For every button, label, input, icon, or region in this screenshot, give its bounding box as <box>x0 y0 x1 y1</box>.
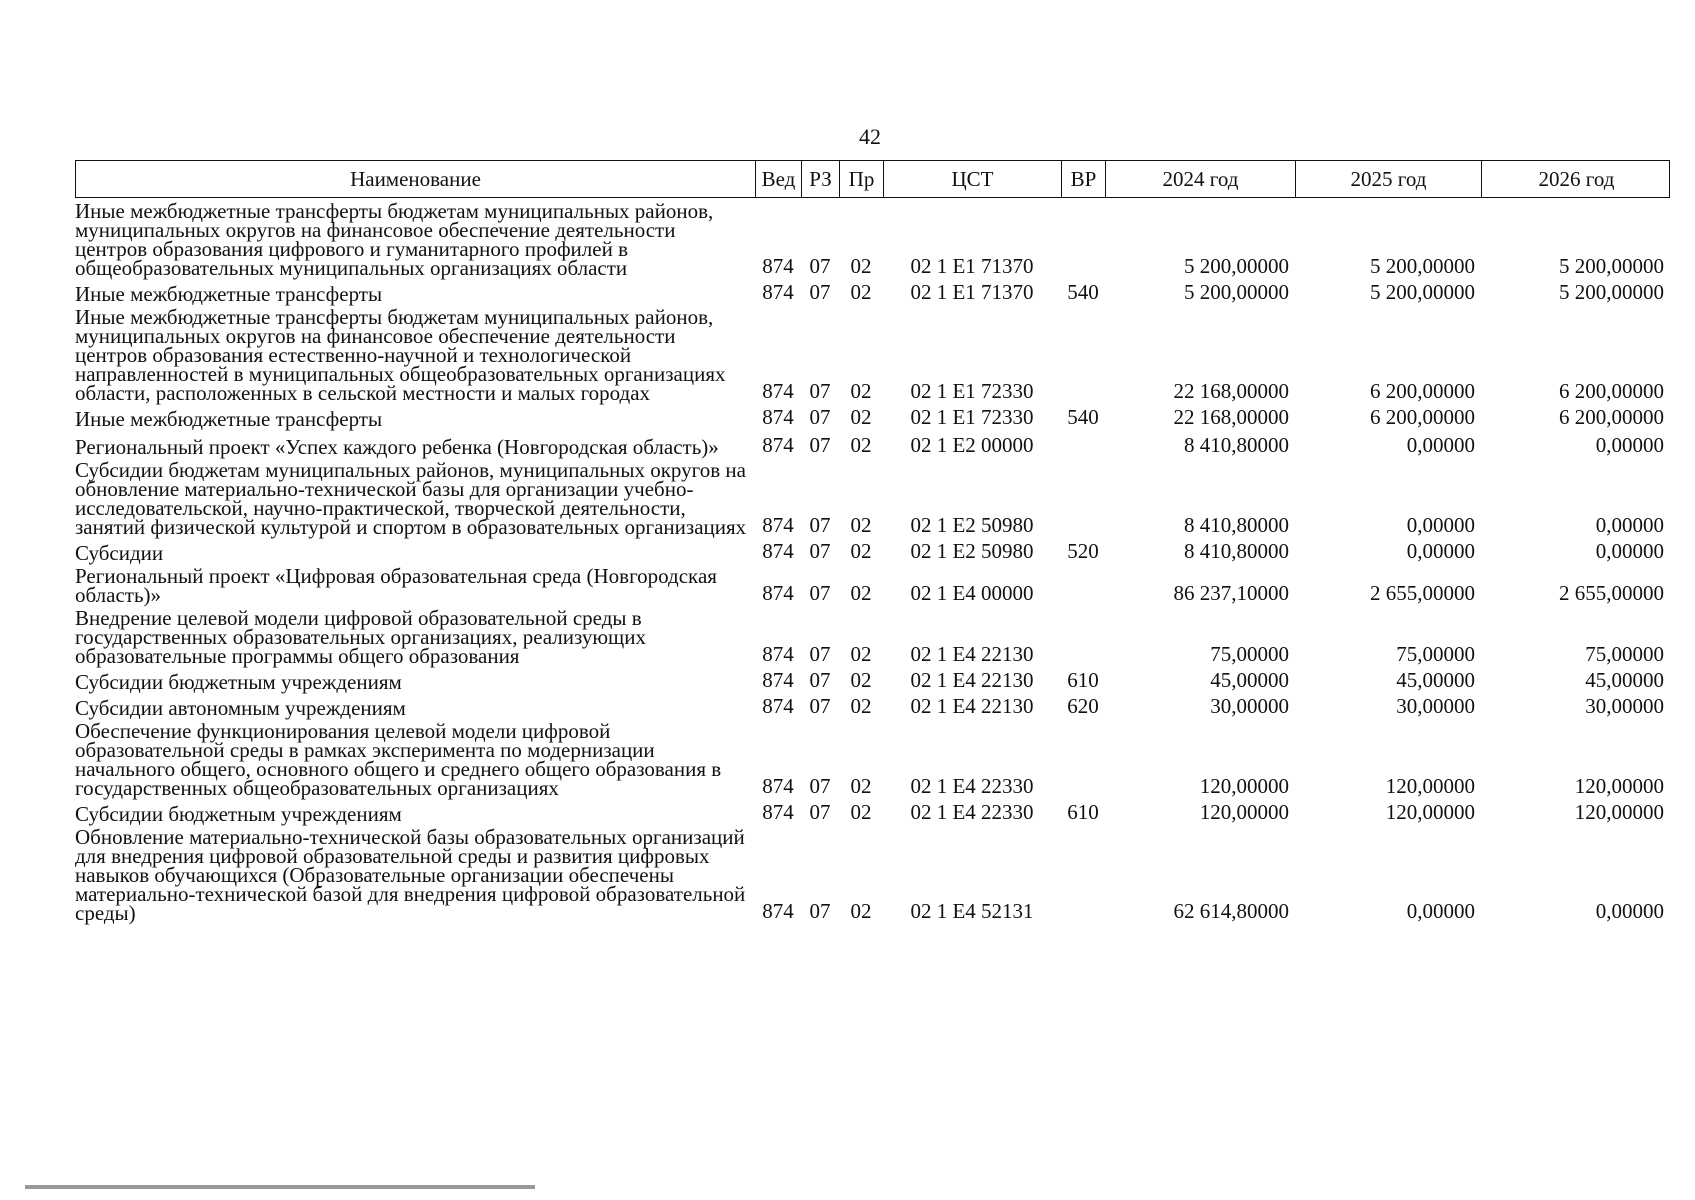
cell-y2025: 5 200,00000 <box>1370 280 1475 304</box>
cell-pr: 02 <box>850 254 872 278</box>
cell-y2024: 62 614,80000 <box>1173 899 1289 923</box>
cell-y2026: 5 200,00000 <box>1559 254 1664 278</box>
cell-rz: 07 <box>809 800 831 824</box>
cell-y2024: 5 200,00000 <box>1184 254 1289 278</box>
cell-cst: 02 1 E4 00000 <box>910 581 1034 605</box>
cell-cst: 02 1 E4 22130 <box>910 642 1034 666</box>
cell-vr: 540 <box>1067 405 1099 429</box>
cell-rz: 07 <box>809 379 831 403</box>
table-row <box>75 800 1670 824</box>
header-vr: ВР <box>1062 161 1106 197</box>
cell-ved: 874 <box>762 433 794 457</box>
cell-cst: 02 1 E4 52131 <box>910 899 1034 923</box>
cell-vr: 520 <box>1067 539 1099 563</box>
cell-ved: 874 <box>762 642 794 666</box>
cell-y2024: 120,00000 <box>1199 774 1289 798</box>
cell-ved: 874 <box>762 280 794 304</box>
cell-ved: 874 <box>762 254 794 278</box>
cell-y2024: 120,00000 <box>1199 800 1289 824</box>
cell-pr: 02 <box>850 774 872 798</box>
cell-name: Внедрение целевой модели цифровой образовательной среды в государственных образовательных организациях, реализующих образовательные программы общего образования <box>75 606 646 668</box>
header-ved: Вед <box>756 161 802 197</box>
cell-name: Субсидии бюджетам муниципальных районов, муниципальных округов на обновление материально-технической базы для организации учебно-исследовательской, научно-практической, творческой деятельности, занятий физической культурой и спортом в образовательных организациях <box>75 458 747 539</box>
page-number: 42 <box>859 124 881 149</box>
table-row <box>75 606 1670 668</box>
cell-ved: 874 <box>762 800 794 824</box>
cell-rz: 07 <box>809 513 831 537</box>
cell-cst: 02 1 E2 50980 <box>910 539 1034 563</box>
table-row <box>75 405 1670 429</box>
cell-name: Иные межбюджетные трансферты бюджетам муниципальных районов, муниципальных округов на финансовое обеспечение деятельности центров образования цифрового и гуманитарного профилей в общеобразовательных муниципальных организациях области <box>75 199 714 280</box>
cell-ved: 874 <box>762 513 794 537</box>
cell-cst: 02 1 E4 22330 <box>910 800 1034 824</box>
cell-y2025: 2 655,00000 <box>1370 581 1475 605</box>
cell-name: Обновление материально-технической базы образовательных организаций для внедрения цифровой образовательной среды и развития цифровых навыков обучающихся (Образовательные организации обеспечены материально-технической базой для внедрения цифровой образовательной среды) <box>75 825 746 925</box>
cell-y2026: 0,00000 <box>1595 539 1664 563</box>
cell-pr: 02 <box>850 433 872 457</box>
cell-y2025: 45,00000 <box>1396 668 1475 692</box>
table-row <box>75 694 1670 718</box>
table-row <box>75 199 1670 280</box>
cell-y2026: 2 655,00000 <box>1559 581 1664 605</box>
cell-y2025: 75,00000 <box>1396 642 1475 666</box>
cell-y2025: 0,00000 <box>1406 513 1475 537</box>
cell-rz: 07 <box>809 774 831 798</box>
cell-rz: 07 <box>809 694 831 718</box>
cell-name: Субсидии <box>75 541 164 565</box>
cell-pr: 02 <box>850 581 872 605</box>
cell-y2026: 120,00000 <box>1574 774 1664 798</box>
cell-ved: 874 <box>762 668 794 692</box>
cell-name: Иные межбюджетные трансферты <box>75 407 383 431</box>
cell-cst: 02 1 E4 22130 <box>910 668 1034 692</box>
cell-vr: 610 <box>1067 668 1099 692</box>
cell-cst: 02 1 E4 22330 <box>910 774 1034 798</box>
cell-name: Субсидии автономным учреждениям <box>75 696 406 720</box>
cell-vr: 540 <box>1067 280 1099 304</box>
cell-pr: 02 <box>850 280 872 304</box>
budget-table <box>75 160 1670 923</box>
cell-y2026: 120,00000 <box>1574 800 1664 824</box>
cell-name: Региональный проект «Успех каждого ребенка (Новгородская область)» <box>75 435 719 459</box>
cell-y2026: 45,00000 <box>1585 668 1664 692</box>
cell-y2025: 0,00000 <box>1406 539 1475 563</box>
table-row <box>75 458 1670 539</box>
cell-pr: 02 <box>850 539 872 563</box>
cell-y2026: 0,00000 <box>1595 433 1664 457</box>
cell-cst: 02 1 E2 50980 <box>910 513 1034 537</box>
cell-name: Региональный проект «Цифровая образовательная среда (Новгородская область)» <box>75 564 717 607</box>
cell-y2026: 5 200,00000 <box>1559 280 1664 304</box>
cell-y2024: 86 237,10000 <box>1173 581 1289 605</box>
cell-pr: 02 <box>850 642 872 666</box>
cell-cst: 02 1 E1 71370 <box>910 254 1034 278</box>
cell-y2026: 30,00000 <box>1585 694 1664 718</box>
table-row <box>75 668 1670 692</box>
header-pr: Пр <box>840 161 884 197</box>
table-row <box>75 305 1670 405</box>
cell-y2026: 75,00000 <box>1585 642 1664 666</box>
table-row <box>75 719 1670 800</box>
cell-vr: 620 <box>1067 694 1099 718</box>
header-cst: ЦСТ <box>884 161 1062 197</box>
cell-y2024: 8 410,80000 <box>1184 539 1289 563</box>
cell-rz: 07 <box>809 280 831 304</box>
cell-name: Субсидии бюджетным учреждениям <box>75 670 402 694</box>
cell-pr: 02 <box>850 513 872 537</box>
table-row <box>75 280 1670 304</box>
cell-cst: 02 1 E4 22130 <box>910 694 1034 718</box>
cell-pr: 02 <box>850 899 872 923</box>
cell-rz: 07 <box>809 899 831 923</box>
table-row <box>75 433 1670 457</box>
cell-ved: 874 <box>762 774 794 798</box>
header-2024: 2024 год <box>1106 161 1296 197</box>
cell-pr: 02 <box>850 379 872 403</box>
cell-y2026: 6 200,00000 <box>1559 379 1664 403</box>
cell-rz: 07 <box>809 581 831 605</box>
cell-cst: 02 1 E1 71370 <box>910 280 1034 304</box>
table-row <box>75 825 1670 925</box>
cell-name: Субсидии бюджетным учреждениям <box>75 802 402 826</box>
scan-edge-line <box>25 1185 535 1189</box>
cell-y2025: 30,00000 <box>1396 694 1475 718</box>
cell-y2024: 75,00000 <box>1210 642 1289 666</box>
cell-y2025: 0,00000 <box>1406 899 1475 923</box>
cell-y2025: 5 200,00000 <box>1370 254 1475 278</box>
cell-pr: 02 <box>850 694 872 718</box>
cell-y2024: 5 200,00000 <box>1184 280 1289 304</box>
cell-rz: 07 <box>809 668 831 692</box>
cell-ved: 874 <box>762 899 794 923</box>
cell-rz: 07 <box>809 405 831 429</box>
table-row <box>75 564 1670 607</box>
header-name: Наименование <box>76 161 756 197</box>
cell-y2025: 120,00000 <box>1385 774 1475 798</box>
cell-y2024: 8 410,80000 <box>1184 513 1289 537</box>
cell-ved: 874 <box>762 694 794 718</box>
cell-cst: 02 1 E2 00000 <box>910 433 1034 457</box>
cell-rz: 07 <box>809 254 831 278</box>
header-2025: 2025 год <box>1296 161 1482 197</box>
header-2026: 2026 год <box>1538 166 1615 191</box>
cell-pr: 02 <box>850 668 872 692</box>
cell-cst: 02 1 E1 72330 <box>910 379 1034 403</box>
table-row <box>75 539 1670 563</box>
cell-y2024: 8 410,80000 <box>1184 433 1289 457</box>
cell-pr: 02 <box>850 405 872 429</box>
cell-ved: 874 <box>762 379 794 403</box>
cell-y2026: 6 200,00000 <box>1559 405 1664 429</box>
cell-name: Иные межбюджетные трансферты <box>75 282 383 306</box>
cell-y2025: 0,00000 <box>1406 433 1475 457</box>
cell-name: Иные межбюджетные трансферты бюджетам муниципальных районов, муниципальных округов на финансовое обеспечение деятельности центров образования естественно-научной и технологической направленностей в муниципальных общеобразовательных организациях области, расположенных в сельской местности и малых городах <box>75 305 726 405</box>
cell-y2024: 45,00000 <box>1210 668 1289 692</box>
cell-ved: 874 <box>762 539 794 563</box>
cell-y2024: 22 168,00000 <box>1173 405 1289 429</box>
cell-ved: 874 <box>762 581 794 605</box>
cell-rz: 07 <box>809 539 831 563</box>
cell-pr: 02 <box>850 800 872 824</box>
cell-name: Обеспечение функционирования целевой модели цифровой образовательной среды в рамках эксперимента по модернизации начального общего, основного общего и среднего общего образования в государственных общеобразовательных организациях <box>75 719 722 800</box>
cell-ved: 874 <box>762 405 794 429</box>
cell-y2024: 30,00000 <box>1210 694 1289 718</box>
cell-rz: 07 <box>809 642 831 666</box>
cell-y2024: 22 168,00000 <box>1173 379 1289 403</box>
header-rz: РЗ <box>802 161 840 197</box>
cell-y2025: 120,00000 <box>1385 800 1475 824</box>
cell-rz: 07 <box>809 433 831 457</box>
table-body <box>75 199 1670 925</box>
cell-vr: 610 <box>1067 800 1099 824</box>
cell-cst: 02 1 E1 72330 <box>910 405 1034 429</box>
cell-y2026: 0,00000 <box>1595 899 1664 923</box>
cell-y2025: 6 200,00000 <box>1370 405 1475 429</box>
cell-y2026: 0,00000 <box>1595 513 1664 537</box>
cell-y2025: 6 200,00000 <box>1370 379 1475 403</box>
table-header <box>75 160 1670 198</box>
